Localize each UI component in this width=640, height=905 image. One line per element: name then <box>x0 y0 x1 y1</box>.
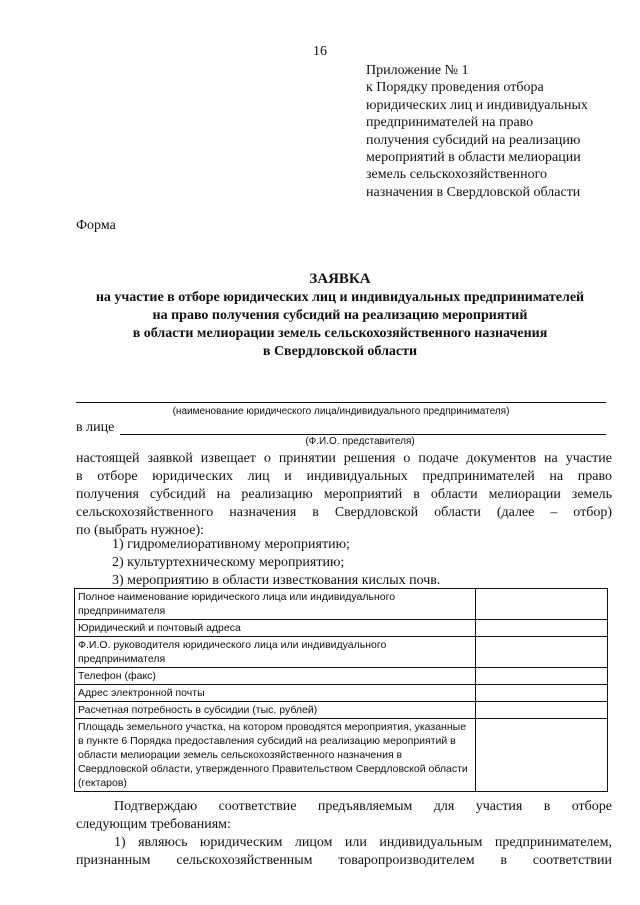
in-person-label: в лице <box>76 420 115 435</box>
row-value-cell[interactable] <box>476 685 608 702</box>
row-label: Площадь земельного участка, на котором проводятся мероприятия, указанные в пункте 6 Порядка предоставления субсидий на реализацию мероприятий в области мелиорации земель сельскохозяйственного назначения в Свердловской области, утвержденного Правительством Свердловской области (гектаров) <box>75 719 476 792</box>
body-line: получения субсидий на реализацию мероприятий в области мелиорации земель <box>76 487 612 502</box>
body-paragraph <box>76 450 612 540</box>
body-line: в отборе юридических лиц и индивидуальных предпринимателей на право <box>76 469 612 484</box>
table-row <box>75 637 608 668</box>
title-line: на право получения субсидий на реализацию мероприятий <box>152 308 528 323</box>
table-row <box>75 702 608 719</box>
row-label: Юридический и почтовый адреса <box>75 620 476 637</box>
option-item[interactable]: 2) культуртехническому мероприятию; <box>112 555 345 570</box>
requirement-paragraph <box>76 834 612 870</box>
requirement-line: признанным сельскохозяйственным товаропроизводителем в соответствии <box>76 853 612 868</box>
appendix-note <box>366 62 616 201</box>
row-label: Телефон (факс) <box>75 668 476 685</box>
confirm-line: следующим требованиям: <box>76 817 231 832</box>
requirement-line: 1) являюсь юридическим лицом или индивидуальным предпринимателем, <box>114 835 612 850</box>
representative-hint: (Ф.И.О. представителя) <box>305 436 415 447</box>
table-row <box>75 685 608 702</box>
appendix-line: земель сельскохозяйственного <box>366 167 547 183</box>
entity-name-hint: (наименование юридического лица/индивидуального предпринимателя) <box>172 406 510 417</box>
title-main: ЗАЯВКА <box>309 271 371 287</box>
title-line: на участие в отборе юридических лиц и индивидуальных предпринимателей <box>95 290 585 305</box>
body-line: настоящей заявкой извещает о принятии решения о подаче документов на участие <box>76 451 612 466</box>
table-row <box>75 589 608 620</box>
option-item[interactable]: 1) гидромелиоративному мероприятию; <box>112 537 350 552</box>
table-row <box>75 719 608 792</box>
appendix-line: юридических лиц и индивидуальных <box>366 97 588 113</box>
appendix-line: к Порядку проведения отбора <box>366 80 544 96</box>
row-value-cell[interactable] <box>476 620 608 637</box>
appendix-line: получения субсидий на реализацию <box>366 132 581 148</box>
row-label: Расчетная потребность в субсидии (тыс. рублей) <box>75 702 476 719</box>
page-number: 16 <box>313 44 327 59</box>
row-value-cell[interactable] <box>476 637 608 668</box>
option-item[interactable]: 3) мероприятию в области известкования кислых почв. <box>112 573 441 588</box>
representative-field[interactable] <box>76 420 606 436</box>
title-line: в Свердловской области <box>262 344 418 359</box>
table-row <box>75 620 608 637</box>
form-label: Форма <box>76 218 116 233</box>
body-line: по (выбрать нужное): <box>76 523 205 538</box>
appendix-line: мероприятий в области мелиорации <box>366 150 581 166</box>
document-title <box>70 270 610 361</box>
appendix-line: предпринимателей на право <box>366 115 534 131</box>
row-value-cell[interactable] <box>476 719 608 792</box>
body-line: сельскохозяйственного назначения в Свердловской области (далее – отбор) <box>76 505 612 520</box>
applicant-info-table <box>74 588 608 792</box>
confirm-paragraph <box>76 798 612 834</box>
entity-name-line[interactable] <box>76 402 606 403</box>
representative-line[interactable] <box>120 434 606 435</box>
row-label: Ф.И.О. руководителя юридического лица или индивидуального предпринимателя <box>75 637 476 668</box>
title-line: в области мелиорации земель сельскохозяйственного назначения <box>132 326 548 341</box>
row-value-cell[interactable] <box>476 702 608 719</box>
appendix-line: Приложение № 1 <box>366 63 469 78</box>
measure-options <box>112 536 612 590</box>
appendix-line: назначения в Свердловской области <box>366 184 581 200</box>
table-row <box>75 668 608 685</box>
row-label: Полное наименование юридического лица или индивидуального предпринимателя <box>75 589 476 620</box>
confirm-line: Подтверждаю соответствие предъявляемым для участия в отборе <box>114 799 612 814</box>
row-label: Адрес электронной почты <box>75 685 476 702</box>
row-value-cell[interactable] <box>476 668 608 685</box>
row-value-cell[interactable] <box>476 589 608 620</box>
